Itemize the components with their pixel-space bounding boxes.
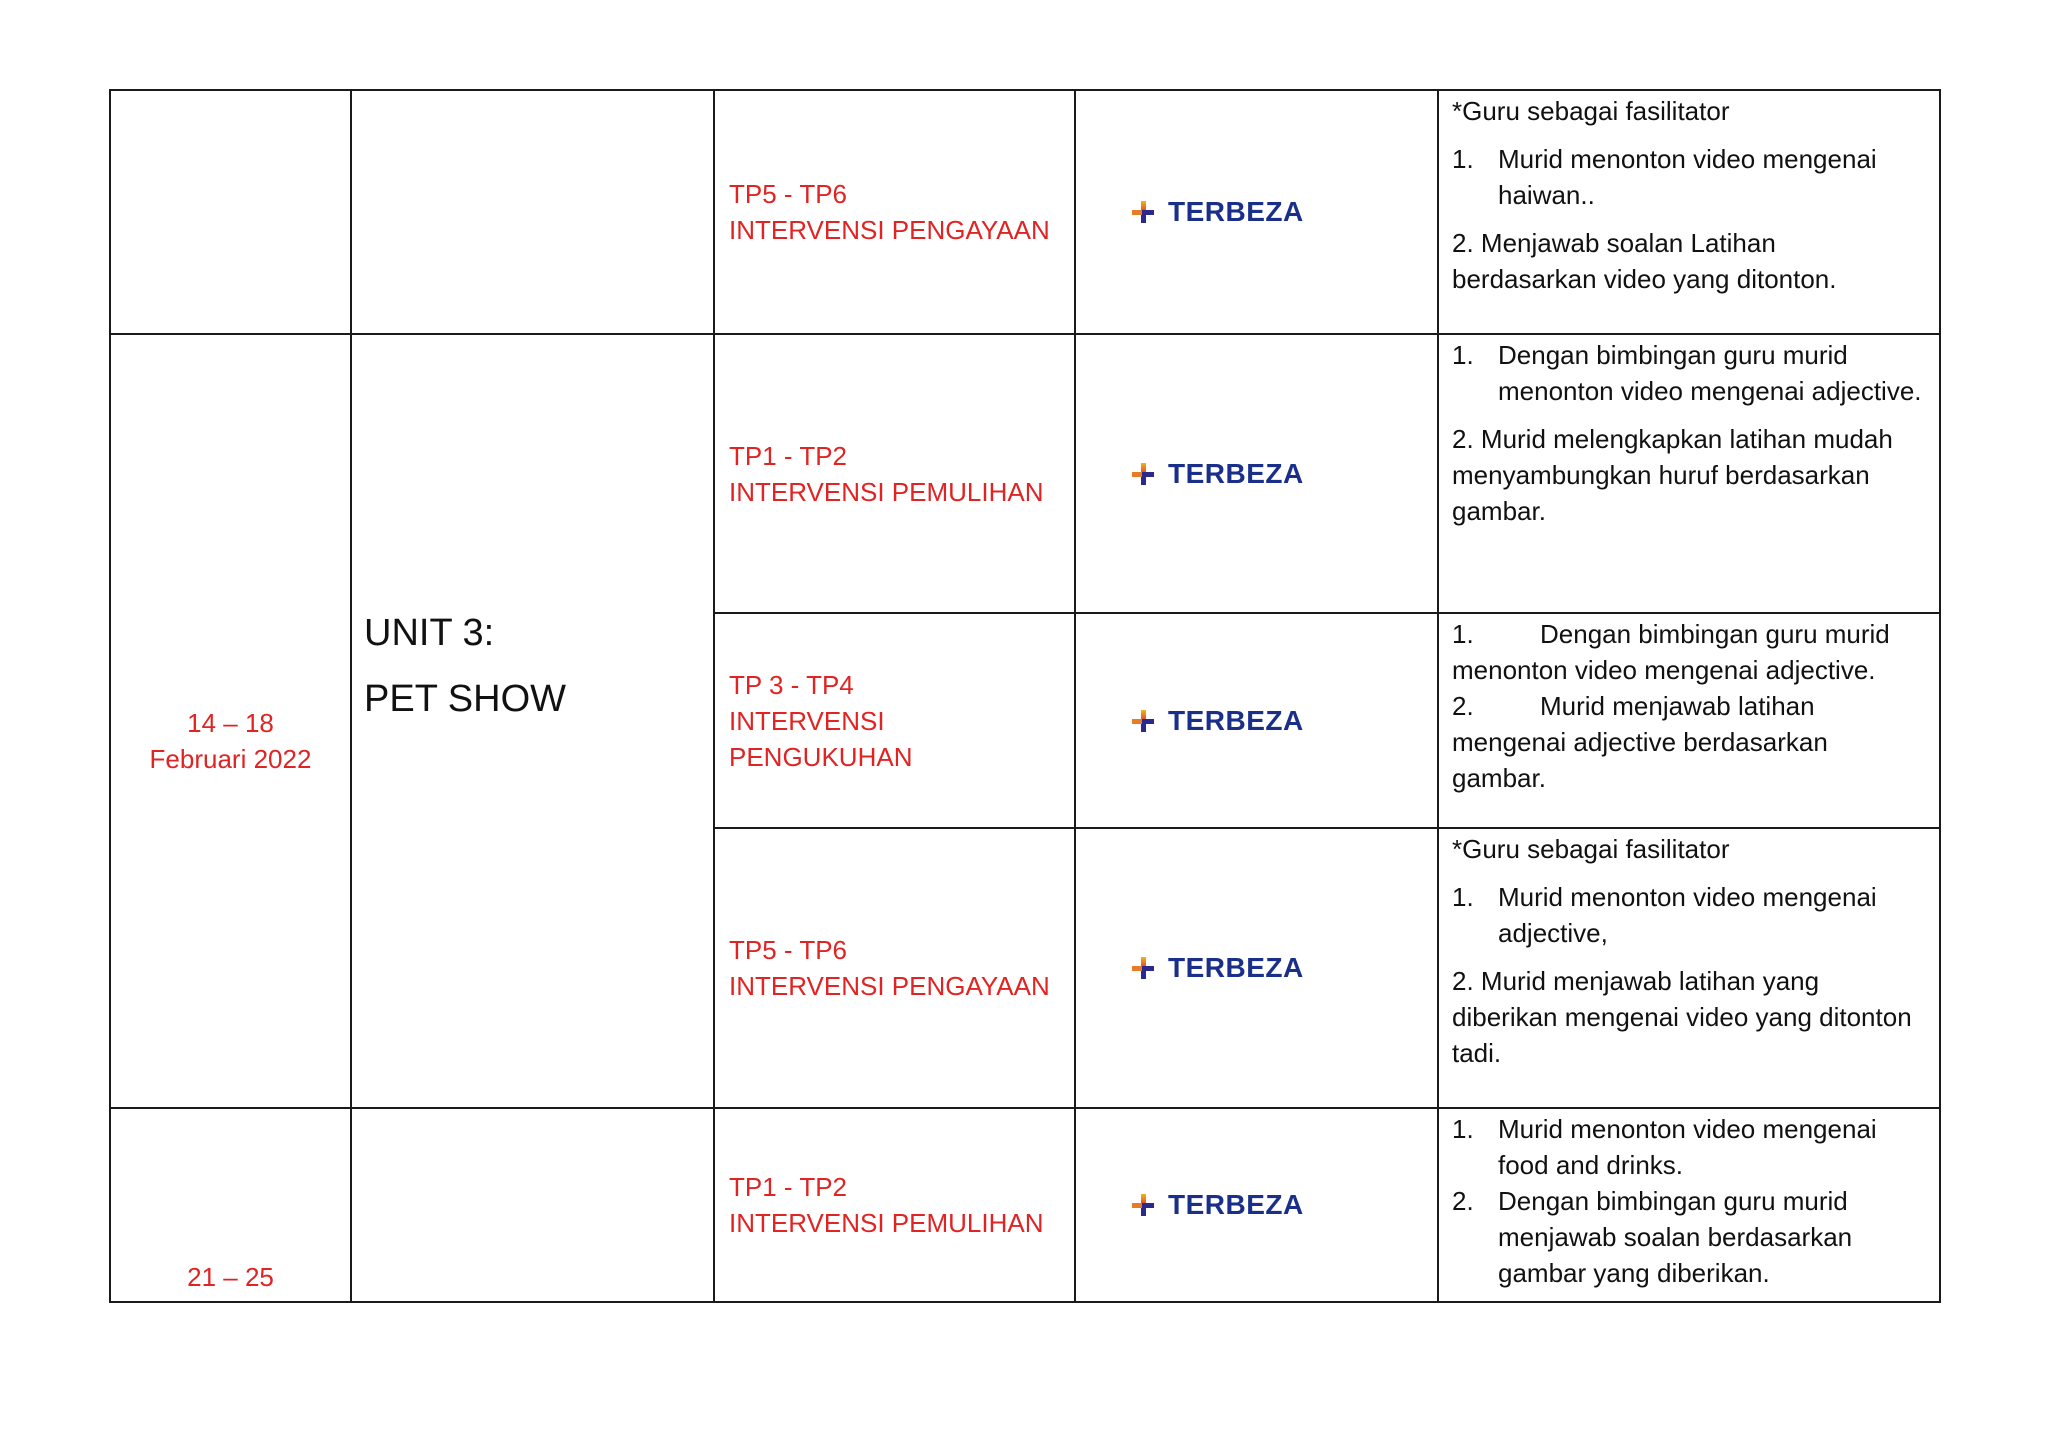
tp-label: INTERVENSI PEMULIHAN xyxy=(729,476,1044,507)
strategy-label: TERBEZA xyxy=(1168,952,1304,983)
date-line-1: 14 – 18 xyxy=(187,708,274,738)
activity-cell xyxy=(1438,828,1940,1108)
unit-title: UNIT 3: xyxy=(364,612,495,654)
tp-label: INTERVENSI PENGAYAAN xyxy=(729,215,1050,245)
list-item: 2. Murid menjawab latihan mengenai adjective berdasarkan gambar. xyxy=(1452,691,1828,793)
activity-note: *Guru sebagai fasilitator xyxy=(1452,96,1730,126)
tp-range: TP1 - TP2 xyxy=(729,1172,848,1202)
tp-cell xyxy=(714,334,1075,613)
activity-note: *Guru sebagai fasilitator xyxy=(1452,834,1730,864)
list-item: 1. Murid menonton video mengenai adjective, xyxy=(1452,882,1877,948)
tp-label: INTERVENSI PENGUKUHAN xyxy=(729,705,913,772)
activity-paragraph: 2. Murid menjawab latihan yang diberikan mengenai video yang ditonton tadi. xyxy=(1452,966,1912,1068)
activity-paragraph: 2. Menjawab soalan Latihan berdasarkan video yang ditonton. xyxy=(1452,228,1837,294)
activity-cell xyxy=(1438,334,1940,613)
date-cell xyxy=(110,1108,351,1302)
list-item: 1. Murid menonton video mengenai food and drinks. xyxy=(1452,1114,1877,1180)
date-cell xyxy=(110,334,351,1108)
activity-cell xyxy=(1438,90,1940,334)
list-item: 2. Dengan bimbingan guru murid menjawab soalan berdasarkan gambar yang diberikan. xyxy=(1452,1186,1853,1288)
plus-icon xyxy=(1132,463,1154,485)
unit-cell xyxy=(351,90,714,334)
strategy-cell xyxy=(1075,828,1438,1108)
table-row xyxy=(110,90,1940,334)
list-item: 1. Dengan bimbingan guru murid menonton video mengenai adjective. xyxy=(1452,340,1922,406)
tp-range: TP 3 - TP4 xyxy=(729,669,854,700)
activity-paragraph: 2. Murid melengkapkan latihan mudah menyambungkan huruf berdasarkan gambar. xyxy=(1452,424,1893,526)
tp-range: TP1 - TP2 xyxy=(729,440,848,471)
tp-range: TP5 - TP6 xyxy=(729,179,848,209)
strategy-label: TERBEZA xyxy=(1168,196,1304,227)
tp-cell xyxy=(714,828,1075,1108)
tp-cell xyxy=(714,90,1075,334)
plus-icon xyxy=(1132,1194,1154,1216)
list-item: 1. Murid menonton video mengenai haiwan.. xyxy=(1452,144,1877,210)
plus-icon xyxy=(1132,710,1154,732)
strategy-cell xyxy=(1075,334,1438,613)
strategy-label: TERBEZA xyxy=(1168,704,1304,736)
date-cell xyxy=(110,90,351,334)
table-row xyxy=(110,334,1940,613)
plus-icon xyxy=(1132,201,1154,223)
list-item: 1. Dengan bimbingan guru murid menonton video mengenai adjective. xyxy=(1452,619,1890,685)
tp-range: TP5 - TP6 xyxy=(729,935,848,965)
strategy-label: TERBEZA xyxy=(1168,1189,1304,1220)
tp-label: INTERVENSI PENGAYAAN xyxy=(729,971,1050,1001)
lesson-plan-table xyxy=(109,89,1941,1303)
tp-cell xyxy=(714,1108,1075,1302)
date-line-1: 21 – 25 xyxy=(187,1262,274,1292)
tp-label: INTERVENSI PEMULIHAN xyxy=(729,1208,1044,1238)
strategy-cell xyxy=(1075,1108,1438,1302)
strategy-cell xyxy=(1075,613,1438,828)
activity-cell xyxy=(1438,1108,1940,1302)
strategy-cell xyxy=(1075,90,1438,334)
plus-icon xyxy=(1132,957,1154,979)
activity-cell xyxy=(1438,613,1940,828)
unit-cell xyxy=(351,1108,714,1302)
unit-name: PET SHOW xyxy=(364,678,566,720)
table-row xyxy=(110,1108,1940,1302)
strategy-label: TERBEZA xyxy=(1168,457,1304,489)
tp-cell xyxy=(714,613,1075,828)
unit-cell xyxy=(351,334,714,1108)
date-line-2: Februari 2022 xyxy=(149,744,312,774)
